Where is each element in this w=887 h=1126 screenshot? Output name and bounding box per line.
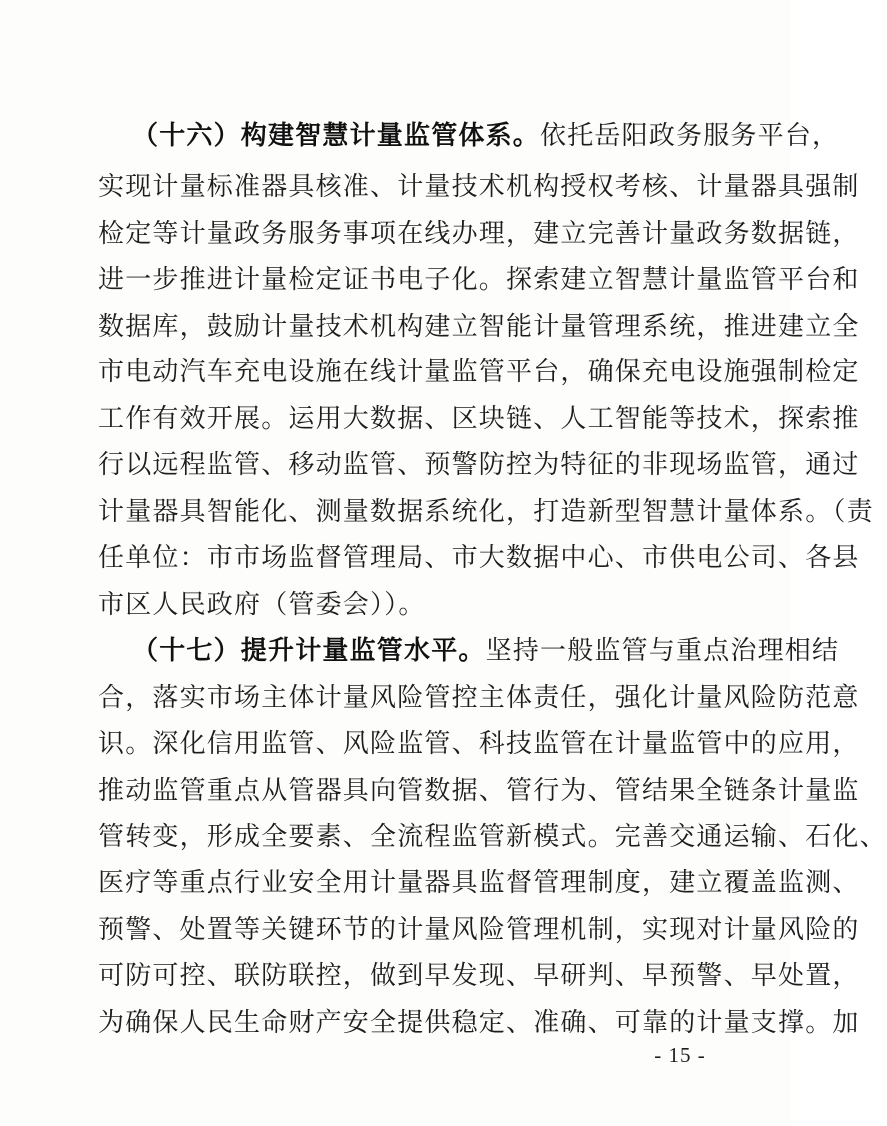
paragraph-2-line-3: 识。深化信用监管、风险监管、科技监管在计量监管中的应用， [98, 729, 860, 759]
paragraph-2-line-8: 可防可控、联防联控，做到早发现、早研判、早预警、早处置， [98, 961, 860, 991]
paragraph-1-line-11: 市区人民政府（管委会））。 [98, 590, 426, 620]
paragraph-1-line-3: 检定等计量政务服务事项在线办理，建立完善计量政务数据链， [98, 219, 860, 249]
paragraph-2-text: 坚持一般监管与重点治理相结 [485, 636, 840, 666]
paragraph-2-line-1 [132, 636, 839, 666]
paragraph-2-line-7: 预警、处置等关键环节的计量风险管理机制，实现对计量风险的 [98, 915, 860, 945]
paragraph-2-line-4: 推动监管重点从管器具向管数据、管行为、管结果全链条计量监 [98, 776, 860, 806]
paragraph-1-line-1 [132, 121, 839, 151]
paragraph-1-line-4: 进一步推进计量检定证书电子化。探索建立智慧计量监管平台和 [98, 265, 860, 295]
paragraph-2-line-6: 医疗等重点行业安全用计量器具监督管理制度，建立覆盖监测、 [98, 868, 860, 898]
page-number: - 15 - [654, 1043, 706, 1067]
paragraph-1-line-6: 市电动汽车充电设施在线计量监管平台，确保充电设施强制检定 [98, 357, 860, 387]
paragraph-1-line-10: 任单位：市市场监督管理局、市大数据中心、市供电公司、各县 [98, 543, 860, 573]
paragraph-2-heading: （十七）提升计量监管水平。 [132, 636, 486, 666]
paragraph-1-line-7: 工作有效开展。运用大数据、区块链、人工智能等技术，探索推 [98, 404, 860, 434]
paragraph-1-heading: （十六）构建智慧计量监管体系。 [132, 121, 541, 151]
paragraph-1-text: 依托岳阳政务服务平台， [540, 121, 840, 151]
paragraph-2-line-2: 合，落实市场主体计量风险管控主体责任，强化计量风险防范意 [98, 683, 860, 713]
paragraph-1-line-8: 行以远程监管、移动监管、预警防控为特征的非现场监管，通过 [98, 450, 860, 480]
paragraph-2-line-9: 为确保人民生命财产安全提供稳定、准确、可靠的计量支撑。加 [98, 1008, 860, 1038]
paragraph-1-line-5: 数据库，鼓励计量技术机构建立智能计量管理系统，推进建立全 [98, 312, 860, 342]
paragraph-1-line-2: 实现计量标准器具核准、计量技术机构授权考核、计量器具强制 [98, 172, 860, 202]
paragraph-1-line-9: 计量器具智能化、测量数据系统化，打造新型智慧计量体系。（责 [98, 497, 874, 527]
paragraph-2-line-5: 管转变，形成全要素、全流程监管新模式。完善交通运输、石化、 [98, 822, 887, 852]
